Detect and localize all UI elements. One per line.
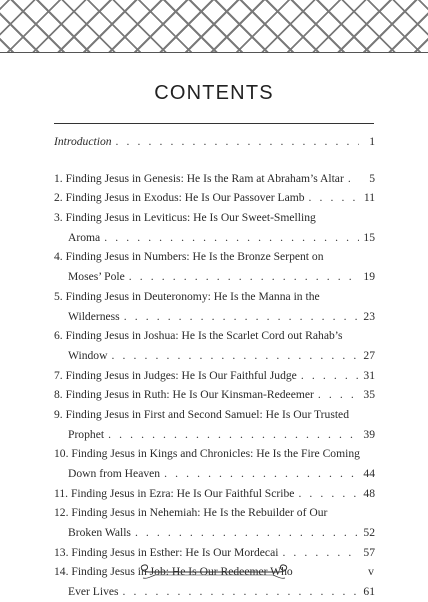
toc-entry-title: Moses’ Pole bbox=[68, 270, 125, 284]
toc-entry[interactable] bbox=[54, 208, 375, 228]
toc-entry-title: 7. Finding Jesus in Judges: He Is Our Faithful Judge bbox=[54, 368, 297, 382]
dot-leader bbox=[116, 132, 359, 152]
dot-leader bbox=[298, 484, 359, 504]
toc-entry-page: 52 bbox=[363, 526, 375, 540]
toc-entry-title: Prophet bbox=[68, 427, 105, 441]
toc-entry-page: 61 bbox=[363, 585, 375, 599]
dot-leader bbox=[318, 385, 359, 405]
header-lattice-pattern bbox=[0, 0, 428, 53]
toc-entry-title: Aroma bbox=[68, 230, 101, 244]
toc-entry[interactable] bbox=[54, 503, 375, 523]
toc-entry-title: 3. Finding Jesus in Leviticus: He Is Our Sweet-Smelling bbox=[54, 211, 316, 225]
toc-entry[interactable] bbox=[54, 444, 375, 464]
page-title: CONTENTS bbox=[154, 82, 274, 104]
toc-entry-page: 15 bbox=[363, 230, 375, 244]
toc-entry[interactable] bbox=[54, 287, 375, 307]
dot-leader bbox=[129, 267, 359, 287]
toc-entry-continuation[interactable] bbox=[54, 582, 375, 602]
toc-entry-page: 19 bbox=[363, 270, 375, 284]
toc-entry-continuation[interactable] bbox=[54, 307, 375, 327]
toc-entry-continuation[interactable] bbox=[54, 425, 375, 445]
toc-entry-title: 4. Finding Jesus in Numbers: He Is the Bronze Serpent on bbox=[54, 250, 324, 264]
toc-entry-title: 10. Finding Jesus in Kings and Chronicles: He Is the Fire Coming bbox=[54, 447, 360, 461]
toc-entry-title: 9. Finding Jesus in First and Second Samuel: He Is Our Trusted bbox=[54, 407, 350, 421]
dot-leader bbox=[123, 582, 359, 602]
toc-entry-page: 39 bbox=[363, 427, 375, 441]
dot-leader bbox=[301, 366, 359, 386]
toc-entry-continuation[interactable] bbox=[54, 523, 375, 543]
toc-entry-continuation[interactable] bbox=[54, 228, 375, 248]
toc-entry-title: Introduction bbox=[54, 135, 112, 148]
toc-entry-title: Ever Lives bbox=[68, 585, 119, 599]
toc-entry-continuation[interactable] bbox=[54, 346, 375, 366]
toc-entry-page: 11 bbox=[363, 191, 375, 205]
toc-entry-page: 57 bbox=[363, 545, 375, 559]
toc-entry-title: 5. Finding Jesus in Deuteronomy: He Is the Manna in the bbox=[54, 289, 320, 303]
toc-entry-title: 14. Finding Jesus in Job: He Is Our Redeemer Who bbox=[54, 565, 293, 579]
toc-entry-title: 2. Finding Jesus in Exodus: He Is Our Passover Lamb bbox=[54, 191, 305, 205]
dot-leader bbox=[282, 543, 359, 563]
toc-entry[interactable] bbox=[54, 366, 375, 386]
toc-entry-page: 1 bbox=[369, 135, 375, 148]
toc-entry-introduction[interactable] bbox=[54, 132, 375, 152]
dot-leader bbox=[111, 346, 359, 366]
toc-entry-title: 13. Finding Jesus in Esther: He Is Our Mordecai bbox=[54, 545, 279, 559]
toc-entry-title: Wilderness bbox=[68, 309, 120, 323]
toc-entry-title: 6. Finding Jesus in Joshua: He Is the Scarlet Cord out Rahab’s bbox=[54, 329, 343, 343]
toc-entry-title: Down from Heaven bbox=[68, 467, 161, 480]
toc-entry[interactable] bbox=[54, 326, 375, 346]
toc-entry[interactable] bbox=[54, 188, 375, 208]
dot-leader bbox=[164, 464, 359, 484]
toc-entry[interactable] bbox=[54, 405, 375, 425]
table-of-contents bbox=[54, 132, 375, 602]
dot-leader bbox=[309, 188, 359, 208]
toc-entry-title: 8. Finding Jesus in Ruth: He Is Our Kinsman-Redeemer bbox=[54, 388, 314, 402]
toc-entry-continuation[interactable] bbox=[54, 267, 375, 287]
title-divider bbox=[54, 123, 374, 124]
toc-entry-title: 12. Finding Jesus in Nehemiah: He Is the Rebuilder of Our bbox=[54, 506, 328, 520]
toc-entry-title: 11. Finding Jesus in Ezra: He Is Our Faithful Scribe bbox=[54, 486, 295, 500]
toc-entry-page: 35 bbox=[363, 388, 375, 402]
toc-entry[interactable] bbox=[54, 169, 375, 189]
toc-entry-page: 23 bbox=[363, 309, 375, 323]
page-number: v bbox=[368, 564, 374, 578]
dot-leader bbox=[108, 425, 359, 445]
toc-entry-continuation[interactable] bbox=[54, 464, 375, 484]
dot-leader bbox=[135, 523, 359, 543]
toc-entry-page: 27 bbox=[363, 348, 375, 362]
toc-entry[interactable] bbox=[54, 543, 375, 563]
toc-entry[interactable] bbox=[54, 247, 375, 267]
dot-leader bbox=[104, 228, 359, 248]
toc-entry-title: Broken Walls bbox=[68, 526, 131, 540]
toc-entry-page: 5 bbox=[369, 171, 375, 185]
dot-leader bbox=[348, 169, 359, 189]
toc-entry-title: 1. Finding Jesus in Genesis: He Is the Ram at Abraham’s Altar bbox=[54, 171, 344, 185]
toc-entry-page: 31 bbox=[363, 368, 375, 382]
toc-entry[interactable] bbox=[54, 484, 375, 504]
dot-leader bbox=[124, 307, 359, 327]
spacer bbox=[54, 152, 375, 169]
toc-entry-page: 44 bbox=[363, 467, 375, 480]
toc-entry-title: Window bbox=[68, 348, 108, 362]
scroll-flourish-icon bbox=[135, 563, 293, 581]
toc-entry[interactable] bbox=[54, 385, 375, 405]
toc-entry-page: 48 bbox=[363, 486, 375, 500]
